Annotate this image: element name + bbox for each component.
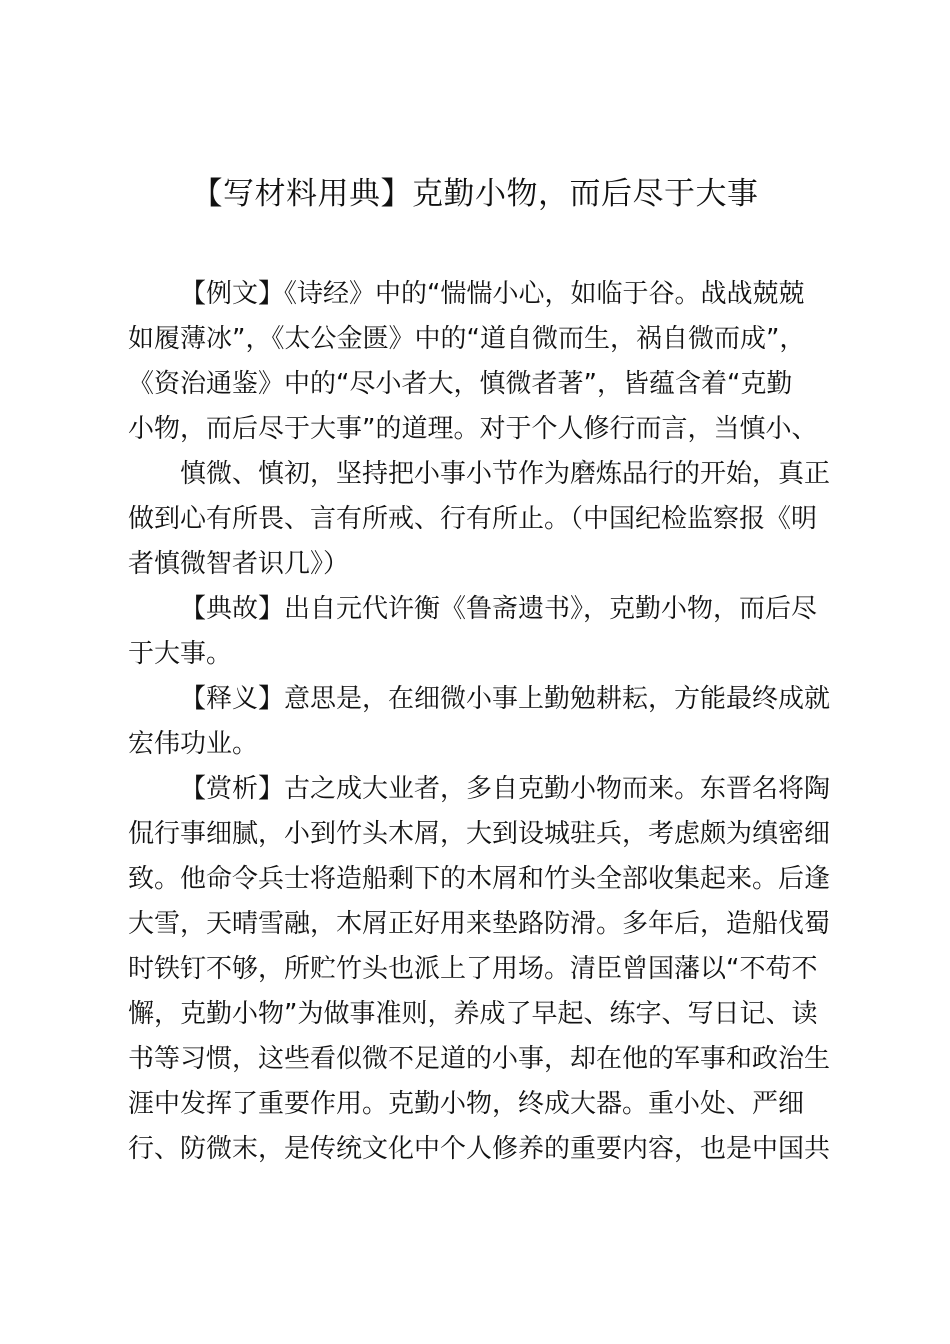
body-line: 大雪，天晴雪融，木屑正好用来垫路防滑。多年后，造船伐蜀 bbox=[128, 909, 831, 939]
body-line: 于大事。 bbox=[128, 639, 233, 669]
body-line: 小物，而后尽于大事”的道理。对于个人修行而言，当慎小、 bbox=[128, 414, 818, 444]
body-line: 【赏析】古之成大业者，多自克勤小物而来。东晋名将陶 bbox=[180, 774, 831, 804]
body-line: 【典故】出自元代许衡《鲁斋遗书》，克勤小物，而后尽 bbox=[180, 594, 818, 624]
body-line: 行、防微末，是传统文化中个人修养的重要内容，也是中国共 bbox=[128, 1134, 831, 1164]
body-line: 时铁钉不够，所贮竹头也派上了用场。清臣曾国藩以“不苟不 bbox=[128, 954, 818, 984]
body-line: 侃行事细腻，小到竹头木屑，大到设城驻兵，考虑颇为缜密细 bbox=[128, 819, 831, 849]
body-line: 书等习惯，这些看似微不足道的小事，却在他的军事和政治生 bbox=[128, 1044, 831, 1074]
body-line: 宏伟功业。 bbox=[128, 729, 259, 759]
document-title: 【写材料用典】克勤小物，而后尽于大事 bbox=[191, 176, 759, 212]
body-line: 【例文】《诗经》中的“惴惴小心，如临于谷。战战兢兢 bbox=[180, 279, 805, 309]
body-line: 做到心有所畏、言有所戒、行有所止。（中国纪检监察报《明 bbox=[128, 504, 818, 534]
body-line: 如履薄冰”，《太公金匮》中的“道自微而生，祸自微而成”， bbox=[128, 324, 806, 354]
body-line: 《资治通鉴》中的“尽小者大，慎微者著”，皆蕴含着“克勤 bbox=[128, 369, 793, 399]
body-line: 涯中发挥了重要作用。克勤小物，终成大器。重小处、严细 bbox=[128, 1089, 805, 1119]
body-line: 者慎微智者识几》） bbox=[128, 549, 350, 579]
document-body bbox=[128, 272, 838, 1172]
body-line: 懈，克勤小物”为做事准则，养成了早起、练字、写日记、读 bbox=[128, 999, 818, 1029]
body-line: 致。他命令兵士将造船剩下的木屑和竹头全部收集起来。后逢 bbox=[128, 864, 831, 894]
body-line: 慎微、慎初，坚持把小事小节作为磨炼品行的开始，真正 bbox=[180, 459, 831, 489]
body-line: 【释义】意思是，在细微小事上勤勉耕耘，方能最终成就 bbox=[180, 684, 831, 714]
